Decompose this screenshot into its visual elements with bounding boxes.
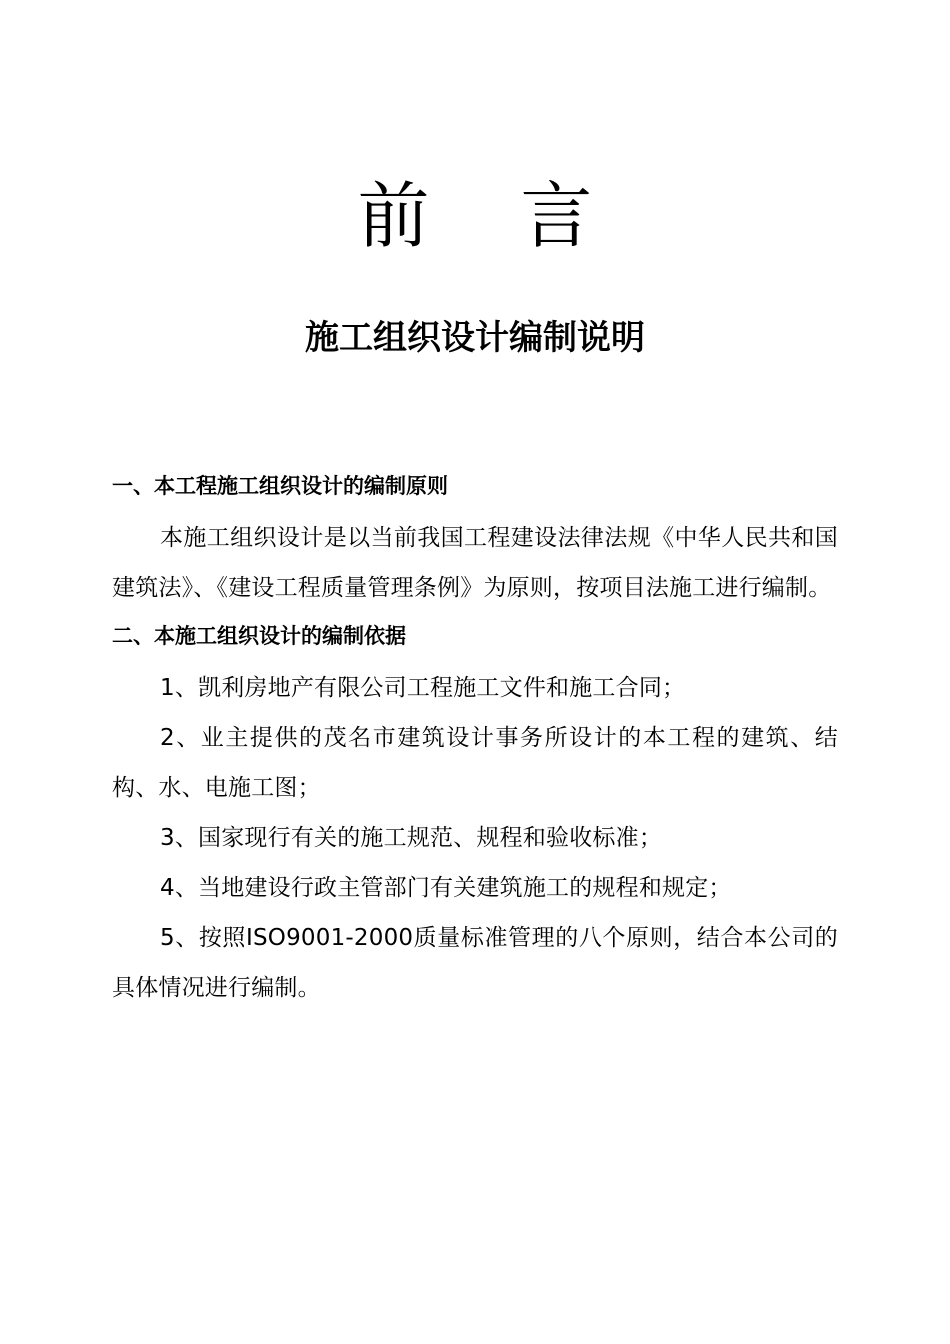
list-item-basis-2: 2、业主提供的茂名市建筑设计事务所设计的本工程的建筑、结构、水、电施工图； (112, 725, 838, 801)
paragraph-principles: 本施工组织设计是以当前我国工程建设法律法规《中华人民共和国建筑法》、《建设工程质量管理条例》为原则，按项目法施工进行编制。 (112, 525, 838, 601)
page-subtitle: 施工组织设计编制说明 (305, 318, 645, 358)
list-item-basis-4: 4、当地建设行政主管部门有关建筑施工的规程和规定； (160, 875, 732, 901)
list-item-basis-1: 1、凯利房地产有限公司工程施工文件和施工合同； (160, 675, 686, 701)
page-title: 前 言 (357, 174, 627, 258)
list-item-basis-5: 5、按照ISO9001-2000质量标准管理的八个原则，结合本公司的具体情况进行编制。 (112, 925, 838, 1001)
list-item-basis-3: 3、国家现行有关的施工规范、规程和验收标准； (160, 825, 663, 851)
section-heading-basis: 二、本施工组织设计的编制依据 (112, 623, 406, 648)
document-body (112, 463, 838, 1013)
section-heading-principles: 一、本工程施工组织设计的编制原则 (112, 473, 448, 498)
